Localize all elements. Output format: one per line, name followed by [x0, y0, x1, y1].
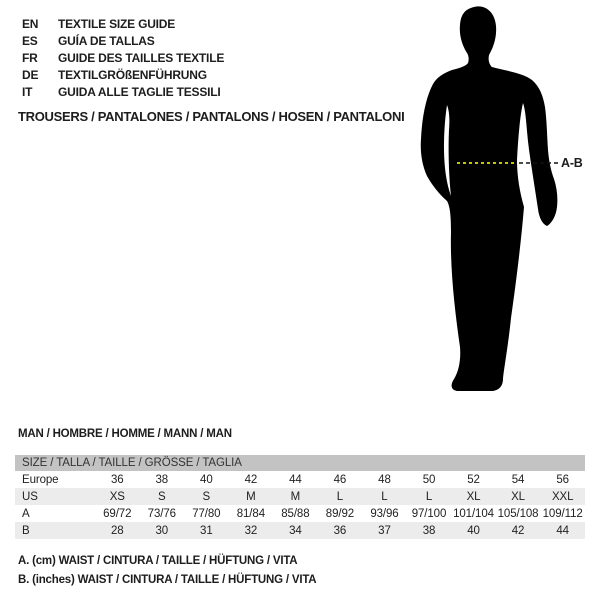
language-code: DE	[22, 67, 39, 82]
row-label: Europe	[22, 473, 59, 486]
cell: 40	[200, 473, 213, 486]
cell: S	[184, 488, 229, 505]
guide-title: TEXTILGRÖßENFÜHRUNG	[58, 67, 207, 82]
man-silhouette	[390, 0, 600, 400]
guide-title: TEXTILE SIZE GUIDE	[58, 16, 176, 31]
cell: 50	[422, 473, 436, 486]
cell: M	[229, 488, 274, 505]
table-row-a-cm	[15, 505, 585, 522]
cell: 97/100	[411, 507, 447, 520]
language-code: EN	[22, 16, 39, 31]
cell: 32	[229, 522, 274, 539]
cell: 40	[451, 522, 496, 539]
row-label: B	[15, 522, 95, 539]
cell: 38	[407, 522, 452, 539]
table-row-b-inches	[15, 522, 585, 539]
gender-heading: MAN / HOMBRE / HOMME / MANN / MAN	[18, 428, 232, 440]
cell: M	[273, 488, 318, 505]
cell: 85/88	[281, 507, 310, 520]
language-code: ES	[22, 33, 38, 48]
cell: 36	[110, 473, 124, 486]
footnote-b: B. (inches) WAIST / CINTURA / TAILLE / HÜFTUNG / VITA	[18, 573, 317, 586]
cell: 46	[333, 473, 347, 486]
cell: 28	[95, 522, 140, 539]
cell: 54	[511, 473, 525, 486]
cell: XS	[95, 488, 140, 505]
language-row	[22, 83, 224, 100]
cell: L	[318, 488, 363, 505]
silhouette-body	[421, 6, 558, 391]
cell: L	[407, 488, 452, 505]
cell: 42	[496, 522, 541, 539]
cell: XL	[496, 488, 541, 505]
cell: 73/76	[147, 507, 176, 520]
cell: 109/112	[542, 507, 583, 520]
garment-heading: TROUSERS / PANTALONES / PANTALONS / HOSEN / PANTALONI	[18, 109, 405, 124]
size-table-header: SIZE / TALLA / TAILLE / GRÖSSE / TAGLIA	[15, 455, 585, 471]
footnote-a: A. (cm) WAIST / CINTURA / TAILLE / HÜFTUNG / VITA	[18, 555, 298, 567]
row-label: US	[15, 488, 95, 505]
cell: 44	[289, 473, 302, 486]
cell: 31	[184, 522, 229, 539]
cell: L	[362, 488, 407, 505]
cell: 93/96	[370, 507, 399, 520]
cell: XXL	[540, 488, 585, 505]
cell: 37	[362, 522, 407, 539]
footnotes	[18, 552, 316, 589]
cell: 77/80	[192, 507, 221, 520]
cell: 81/84	[236, 507, 265, 520]
cell: 105/108	[497, 507, 539, 520]
cell: 30	[140, 522, 185, 539]
guide-title: GUÍA DE TALLAS	[58, 33, 155, 48]
cell: 42	[244, 473, 258, 486]
cell: 89/92	[325, 507, 355, 520]
cell: 36	[318, 522, 363, 539]
table-row-europe	[15, 471, 585, 488]
size-table	[15, 455, 585, 539]
table-row-us	[15, 488, 585, 505]
language-row	[22, 32, 224, 49]
cell: 44	[540, 522, 585, 539]
cell: XL	[451, 488, 496, 505]
cell: 52	[467, 473, 480, 486]
language-row	[22, 49, 224, 66]
cell: 34	[273, 522, 318, 539]
size-table-header-row	[15, 455, 585, 471]
row-label: A	[22, 507, 30, 520]
cell: 56	[556, 473, 569, 486]
language-list	[22, 15, 224, 100]
cell: 48	[378, 473, 391, 486]
measure-label: A-B	[561, 156, 583, 170]
cell: 69/72	[103, 507, 132, 520]
cell: 38	[155, 473, 169, 486]
cell: 101/104	[453, 507, 494, 520]
language-row	[22, 15, 224, 32]
guide-title: GUIDA ALLE TAGLIE TESSILI	[58, 84, 221, 99]
guide-title: GUIDE DES TAILLES TEXTILE	[58, 50, 225, 65]
cell: S	[140, 488, 185, 505]
language-code: IT	[22, 84, 33, 99]
language-code: FR	[22, 50, 38, 65]
language-row	[22, 66, 224, 83]
